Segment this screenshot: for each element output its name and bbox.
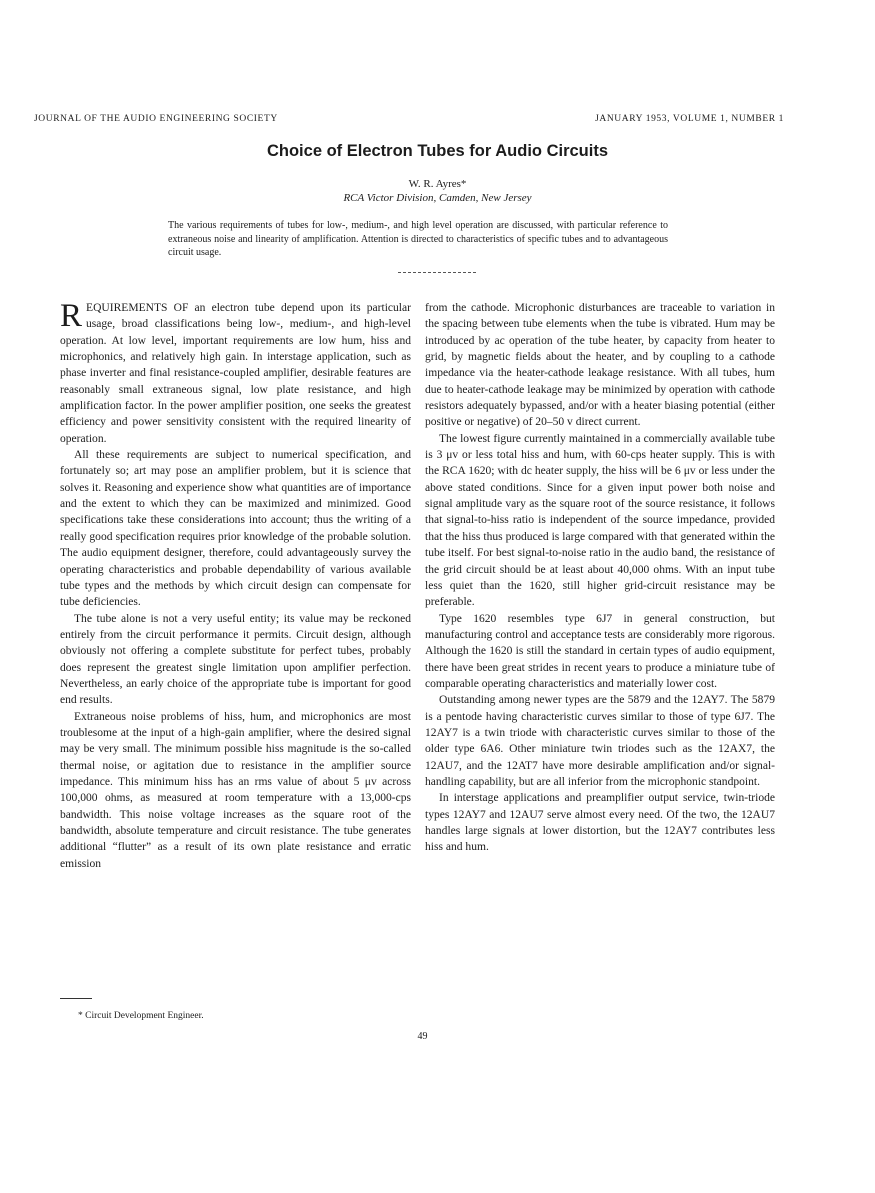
footnote-rule <box>60 998 92 999</box>
paragraph-6: The lowest figure currently maintained in a commercially available tube is 3 μv or less total hiss and hum, with 60-cps heater supply. This is with the RCA 1620; with dc heater supply, the hiss will be 6 μv or less under the above stated conditions. Since for a given input power both noise and signal amplitude vary as the square root of the source resistance, it follows that signal-to-hiss ratio is independent of the source impedance, provided that the hiss thus produced is large compared with that generated within the tube itself. For best signal-to-noise ratio in the audio band, the resistance of the grid circuit should be at least about 40,000 ohms. With an input tube less quiet than the 1620, still higher grid-circuit resistance may be preferable. <box>425 432 775 609</box>
paragraph-1-text: EQUIREMENTS OF an electron tube depend upon its particular usage, broad classifications being low-, medium-, and high-level operation. At low level, important requirements are low hum, hiss and microphonics, and relatively high gain. In interstage application, such as phase inverter and final resistance-coupled amplifier, desirable features are reasonably small extraneous signal, low plate resistance, and high amplification factor. In the power amplifier position, one seeks the greatest efficiency and power sensitivity consistent with the required linearity of operation. <box>60 302 411 445</box>
author-affiliation: RCA Victor Division, Camden, New Jersey <box>343 192 532 204</box>
running-head <box>34 114 784 124</box>
footnote: * Circuit Development Engineer. <box>78 1011 204 1021</box>
section-separator <box>398 272 476 273</box>
paragraph-3: The tube alone is not a very useful entity; its value may be reckoned entirely from the circuit performance it permits. Circuit design, although obviously not offering a complete substitute for perfect tubes, probably does represent the greatest single limitation upon amplifier perfection. Nevertheless, an early choice of the appropriate tube is important for good end results. <box>60 612 411 707</box>
paragraph-7: Type 1620 resembles type 6J7 in general construction, but manufacturing control and acceptance tests are considerably more rigorous. Although the 1620 is still the standard in certain types of audio equipment, there have been great strides in recent years to produce a miniature tube of comparable operating characteristics and materially lower cost. <box>425 612 775 690</box>
paragraph-2: All these requirements are subject to numerical specification, and fortunately so; art may pose an amplifier problem, but it is science that solves it. Reasoning and experience show what quantities are of importance and the extent to which they can be maximized and minimized. Good specifications take these considerations into account; thus the writing of a really good specification requires prior knowledge of the probable solution. The audio equipment designer, therefore, could advantageously survey the operating characteristics and probable dependability of various available tube types and the methods by which circuit design can compensate for tube deficiencies. <box>60 449 411 609</box>
author-name: W. R. Ayres* <box>408 178 467 190</box>
abstract: The various requirements of tubes for low-, medium-, and high level operation are discussed, with particular reference to extraneous noise and linearity of amplification. Attention is directed to characteristics of specific tubes and to advantageous circuit usage. <box>168 220 668 259</box>
right-column <box>425 300 775 856</box>
left-column <box>60 300 411 872</box>
paragraph-5: from the cathode. Microphonic disturbances are traceable to variation in the spacing between tube elements when the tube is vibrated. Hum may be introduced by ac operation of the tube heater, by capacity from heater to grid, by magnetic fields about the heater, and by coupling to a cathode impedance via the heater-cathode leakage resistance. With all tubes, hum due to heater-cathode leakage may be minimized by operation with cathode resistors adequately bypassed, and/or with a heater biasing potential (either positive or negative) of 20–50 v direct current. <box>425 302 775 429</box>
paragraph-1 <box>60 300 411 447</box>
paragraph-8: Outstanding among newer types are the 5879 and the 12AY7. The 5879 is a pentode having characteristic curves similar to those of type 6J7. The 12AY7 is a twin triode with characteristic curves similar to those of the older type 6A6. Other miniature twin triodes such as the 12AX7, the 12AU7, and the 12AT7 have more desirable amplification and/or signal-handling capability, but are all inferior from the microphonic standpoint. <box>425 694 775 788</box>
issue-info: JANUARY 1953, VOLUME 1, NUMBER 1 <box>595 114 784 124</box>
paragraph-4: Extraneous noise problems of hiss, hum, and microphonics are most troublesome at the input of a high-gain amplifier, where the desired signal may be very small. The minimum possible hiss magnitude is the so-called thermal noise, or agitation due to resistance in the amplifier source impedance. This minimum hiss has an rms value of about 5 μv across 100,000 ohms, as measured at room temperature with a 13,000-cps bandwidth. This noise voltage increases as the square root of the bandwidth, absolute temperature and circuit resistance. The tube generates additional “flutter” as a result of its own plate resistance and erratic emission <box>60 710 411 870</box>
article-title: Choice of Electron Tubes for Audio Circuits <box>266 142 609 160</box>
drop-cap: R <box>60 298 83 334</box>
paragraph-9: In interstage applications and preamplifier output service, twin-triode types 12AY7 and 12AU7 serve almost every need. Of the two, the 12AU7 handles large signals at lower distortion, but the 12AY7 contributes less hiss and hum. <box>425 792 775 854</box>
journal-name: JOURNAL OF THE AUDIO ENGINEERING SOCIETY <box>34 114 278 124</box>
page-number: 49 <box>417 1031 428 1042</box>
